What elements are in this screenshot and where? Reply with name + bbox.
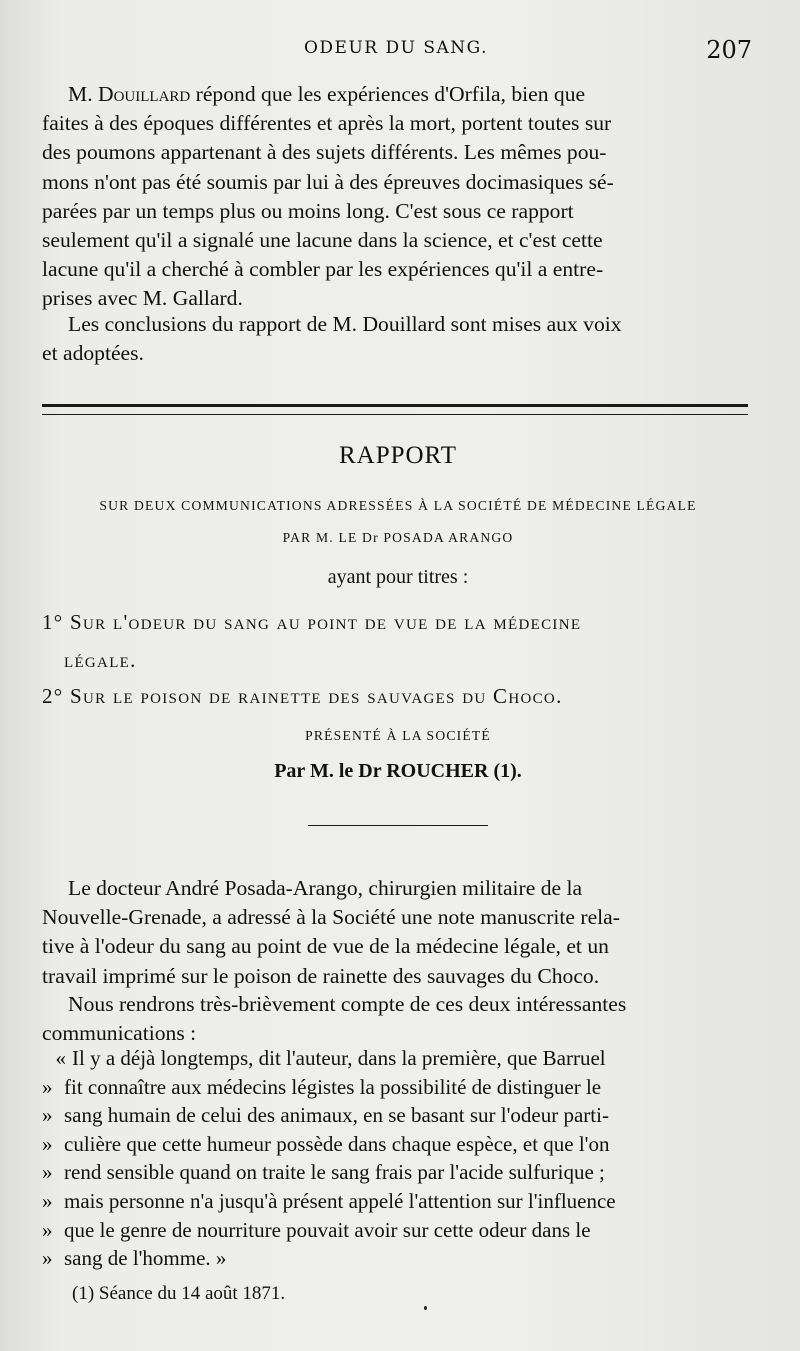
quote-mark: » bbox=[42, 1131, 53, 1156]
paragraph-line: Nouvelle-Grenade, a adressé à la Société une note manuscrite rela- bbox=[42, 905, 620, 930]
paragraph-line bbox=[42, 310, 754, 339]
running-head bbox=[40, 36, 752, 66]
quote-line bbox=[42, 1101, 762, 1130]
presenter-line: Par M. le Dr ROUCHER (1). bbox=[274, 760, 522, 782]
running-head-title: ODEUR DU SANG. bbox=[303, 38, 489, 58]
paragraph-line bbox=[42, 80, 754, 109]
quote-text: que le genre de nourriture pouvait avoir sur cette odeur dans le bbox=[64, 1217, 591, 1242]
line-text: répond que les expériences d'Orfila, bien que bbox=[195, 82, 586, 106]
quote-text: Il y a déjà longtemps, dit l'auteur, dans la première, que Barruel bbox=[72, 1046, 606, 1070]
paragraph-line bbox=[42, 874, 754, 903]
paragraph-line: des poumons appartenant à des sujets différents. Les mêmes pou- bbox=[42, 140, 607, 165]
line-text: Les conclusions du rapport de M. Douillard sont mises aux voix bbox=[68, 312, 622, 336]
line-text: Le docteur André Posada-Arango, chirurgien militaire de la bbox=[68, 876, 583, 900]
quote-line bbox=[42, 1073, 762, 1102]
quote-text: mais personne n'a jusqu'à présent appelé l'attention sur l'influence bbox=[64, 1188, 616, 1213]
quote-mark: » bbox=[42, 1074, 53, 1099]
quote-mark: » bbox=[42, 1160, 53, 1185]
report-subtitle: SUR DEUX COMMUNICATIONS ADRESSÉES À LA SOCIÉTÉ DE MÉDECINE LÉGALE bbox=[99, 498, 697, 513]
section-divider bbox=[42, 404, 748, 415]
quote-text: culière que cette humeur possède dans chaque espèce, et que l'on bbox=[64, 1131, 610, 1156]
title-item-2: 2° Sur le poison de rainette des sauvages du Choco. bbox=[42, 684, 563, 708]
quote-mark: » bbox=[42, 1217, 53, 1242]
quote-line bbox=[42, 1216, 762, 1245]
paragraph-line: parées par un temps plus ou moins long. C'est sous ce rapport bbox=[42, 198, 574, 223]
titles-intro: ayant pour titres : bbox=[327, 566, 469, 588]
paragraph-line: tive à l'odeur du sang au point de vue de la médecine légale, et un bbox=[42, 934, 609, 959]
quote-line bbox=[42, 1130, 762, 1159]
quote-mark: » bbox=[42, 1188, 53, 1213]
quote-mark: » bbox=[42, 1103, 53, 1128]
paragraph-line: prises avec M. Gallard. bbox=[42, 286, 243, 311]
quote-text: sang de l'homme. » bbox=[64, 1246, 227, 1271]
footnote: (1) Séance du 14 août 1871. bbox=[72, 1283, 286, 1304]
line-text: Nous rendrons très-brièvement compte de ces deux intéressantes bbox=[68, 992, 627, 1016]
title-item-1-cont: légale. bbox=[64, 648, 137, 672]
quote-line bbox=[42, 1187, 762, 1216]
paragraph-line: mons n'ont pas été soumis par lui à des épreuves docimasiques sé- bbox=[42, 169, 614, 194]
quote-block bbox=[42, 1044, 762, 1273]
quote-line bbox=[42, 1044, 762, 1073]
quote-mark: « bbox=[55, 1046, 66, 1070]
presented-line: PRÉSENTÉ À LA SOCIÉTÉ bbox=[305, 728, 491, 743]
ink-speck bbox=[424, 1306, 427, 1310]
quote-text: sang humain de celui des animaux, en se basant sur l'odeur parti- bbox=[64, 1103, 609, 1128]
paragraph-line bbox=[42, 990, 754, 1019]
page-number: 207 bbox=[706, 36, 752, 64]
paragraph-line: et adoptées. bbox=[42, 341, 144, 366]
quote-line bbox=[42, 1158, 762, 1187]
paragraph-line: faites à des époques différentes et après la mort, portent toutes sur bbox=[42, 111, 612, 136]
short-divider bbox=[308, 825, 488, 826]
paragraph-posada bbox=[42, 874, 754, 991]
paragraph-line: travail imprimé sur le poison de rainette des sauvages du Choco. bbox=[42, 963, 600, 988]
quote-mark: » bbox=[42, 1246, 53, 1271]
paragraph-douillard bbox=[42, 80, 754, 314]
quote-line bbox=[42, 1244, 762, 1273]
speaker-name: M. Douillard bbox=[68, 82, 191, 106]
paragraph-compte bbox=[42, 990, 754, 1048]
report-title: RAPPORT bbox=[338, 442, 458, 469]
paragraph-line: communications : bbox=[42, 1021, 197, 1046]
paragraph-line: seulement qu'il a signalé une lacune dans la science, et c'est cette bbox=[42, 228, 603, 253]
paragraph-line: lacune qu'il a cherché à combler par les expériences qu'il a entre- bbox=[42, 257, 604, 282]
report-byline: PAR M. LE Dr POSADA ARANGO bbox=[282, 530, 514, 545]
quote-text: fit connaître aux médecins légistes la possibilité de distinguer le bbox=[64, 1074, 602, 1099]
title-item-1: 1° Sur l'odeur du sang au point de vue de la médecine bbox=[42, 610, 582, 634]
quote-text: rend sensible quand on traite le sang frais par l'acide sulfurique ; bbox=[64, 1160, 605, 1185]
paragraph-conclusions bbox=[42, 310, 754, 368]
